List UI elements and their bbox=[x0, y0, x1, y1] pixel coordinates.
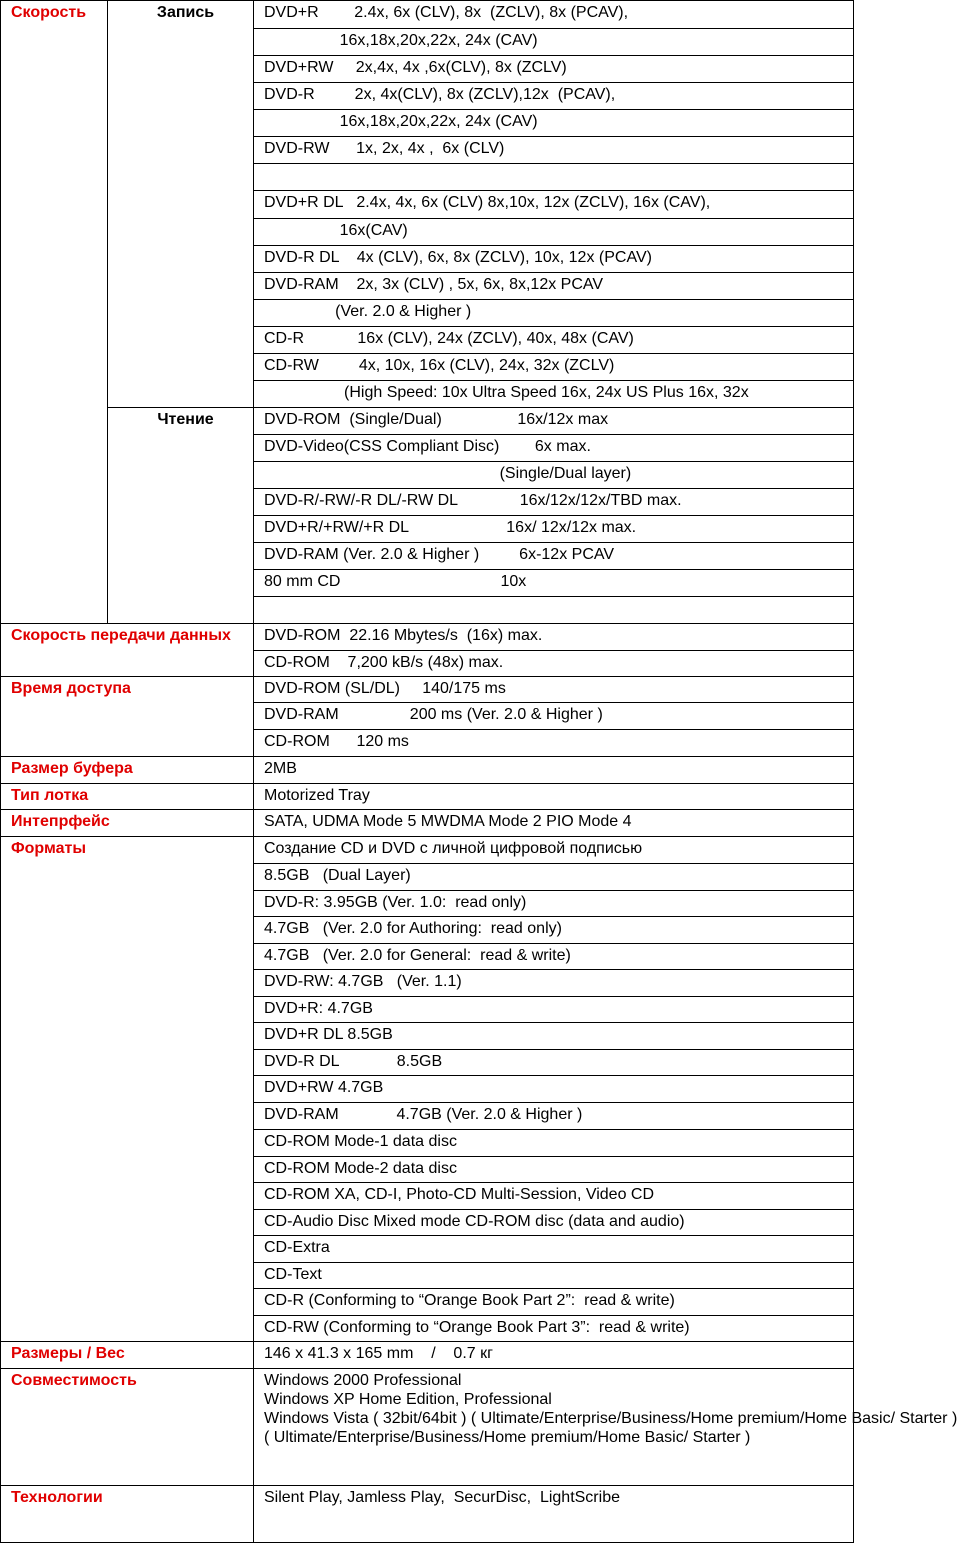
spec-value: DVD+RW 4.7GB bbox=[254, 1076, 854, 1103]
spec-value: DVD-RAM 2x, 3x (CLV) , 5x, 6x, 8x,12x PCAV bbox=[254, 273, 854, 300]
spec-value: DVD-RW 1x, 2x, 4x , 6x (CLV) bbox=[254, 137, 854, 164]
section-label-buffer: Размер буфера bbox=[1, 757, 254, 784]
subsection-label-write: Запись bbox=[108, 1, 254, 408]
table-row bbox=[1, 1486, 854, 1543]
spec-table-body bbox=[1, 1, 957, 1543]
section-label-compat: Совместимость bbox=[1, 1369, 254, 1486]
table-row bbox=[1, 1, 854, 29]
spec-value: DVD-ROM (Single/Dual) 16x/12x max bbox=[254, 408, 854, 435]
spec-value: 16x,18x,20x,22x, 24x (CAV) bbox=[254, 29, 854, 56]
spec-value: CD-Audio Disc Mixed mode CD-ROM disc (data and audio) bbox=[254, 1210, 854, 1236]
table-row bbox=[1, 1342, 854, 1369]
table-row bbox=[1, 1369, 854, 1486]
spec-value: DVD-RAM (Ver. 2.0 & Higher ) 6x-12x PCAV bbox=[254, 543, 854, 570]
section-label-interface: Интепрфейс bbox=[1, 810, 254, 837]
section-label-formats: Форматы bbox=[1, 837, 254, 1342]
table-row bbox=[1, 677, 854, 703]
spec-value: 4.7GB (Ver. 2.0 for General: read & write) bbox=[254, 944, 854, 970]
spec-value: 80 mm CD 10x bbox=[254, 570, 854, 597]
table-row bbox=[1, 757, 854, 784]
spec-value: 16x,18x,20x,22x, 24x (CAV) bbox=[254, 110, 854, 137]
spec-value: CD-ROM 7,200 kB/s (48x) max. bbox=[254, 651, 854, 677]
spec-value: 2MB bbox=[254, 757, 854, 784]
spec-value: (Ver. 2.0 & Higher ) bbox=[254, 300, 854, 327]
table-row bbox=[1, 408, 854, 435]
spec-value: CD-Extra bbox=[254, 1236, 854, 1263]
spec-value: CD-R (Conforming to “Orange Book Part 2”: read & write) bbox=[254, 1289, 854, 1316]
spec-value: CD-Text bbox=[254, 1263, 854, 1289]
spec-value: CD-ROM XA, CD-I, Photo-CD Multi-Session, Video CD bbox=[254, 1183, 854, 1210]
spec-value: DVD-R 2x, 4x(CLV), 8x (ZCLV),12x (PCAV), bbox=[254, 83, 854, 110]
spec-value: DVD-R/-RW/-R DL/-RW DL 16x/12x/12x/TBD max. bbox=[254, 489, 854, 516]
spec-value: 8.5GB (Dual Layer) bbox=[254, 864, 854, 891]
spec-value: Motorized Tray bbox=[254, 784, 854, 810]
spec-value: DVD-R: 3.95GB (Ver. 1.0: read only) bbox=[254, 891, 854, 917]
spec-value: CD-RW 4x, 10x, 16x (CLV), 24x, 32x (ZCLV) bbox=[254, 354, 854, 381]
spec-value: 16x(CAV) bbox=[254, 219, 854, 246]
spec-value: DVD-ROM (SL/DL) 140/175 ms bbox=[254, 677, 854, 703]
section-label-speed: Скорость bbox=[1, 1, 108, 624]
spec-value: Создание CD и DVD с личной цифровой подписью bbox=[254, 837, 854, 864]
table-row bbox=[1, 837, 854, 864]
spec-value: DVD+R: 4.7GB bbox=[254, 997, 854, 1023]
spec-value: (Single/Dual layer) bbox=[254, 462, 854, 489]
table-row bbox=[1, 784, 854, 810]
section-label-tray: Тип лотка bbox=[1, 784, 254, 810]
spec-value bbox=[254, 164, 854, 191]
spec-value: CD-R 16x (CLV), 24x (ZCLV), 40x, 48x (CAV) bbox=[254, 327, 854, 354]
section-label-dimensions: Размеры / Вес bbox=[1, 1342, 254, 1369]
table-row bbox=[1, 810, 854, 837]
spec-value: DVD-Video(CSS Compliant Disc) 6x max. bbox=[254, 435, 854, 462]
spec-value: DVD-R DL 4x (CLV), 6x, 8x (ZCLV), 10x, 12x (PCAV) bbox=[254, 246, 854, 273]
spec-value: Windows 2000 Professional Windows XP Home Edition, Professional Windows Vista ( 32bit/64bit ) ( Ultimate/Enterprise/Business/Home premium/Home Basic/ Starter ) ( Ultimate/Enterprise/Business/Home premium/Home Basic/ Starter ) bbox=[254, 1369, 854, 1486]
spec-value: 4.7GB (Ver. 2.0 for Authoring: read only) bbox=[254, 917, 854, 944]
spec-value: DVD+R 2.4x, 6x (CLV), 8x (ZCLV), 8x (PCAV), bbox=[254, 1, 854, 29]
section-label-access: Время доступа bbox=[1, 677, 254, 757]
spec-value: DVD+R DL 2.4x, 4x, 6x (CLV) 8x,10x, 12x (ZCLV), 16x (CAV), bbox=[254, 191, 854, 219]
spec-value: DVD+R/+RW/+R DL 16x/ 12x/12x max. bbox=[254, 516, 854, 543]
table-row bbox=[1, 624, 854, 651]
spec-value: DVD-ROM 22.16 Mbytes/s (16x) max. bbox=[254, 624, 854, 651]
spec-value: DVD-R DL 8.5GB bbox=[254, 1050, 854, 1076]
spec-value: DVD-RAM 4.7GB (Ver. 2.0 & Higher ) bbox=[254, 1103, 854, 1130]
section-label-tech: Технологии bbox=[1, 1486, 254, 1543]
spec-value: SATA, UDMA Mode 5 MWDMA Mode 2 PIO Mode 4 bbox=[254, 810, 854, 837]
spec-value: CD-ROM Mode-2 data disc bbox=[254, 1157, 854, 1183]
spec-value: DVD-RAM 200 ms (Ver. 2.0 & Higher ) bbox=[254, 703, 854, 730]
spec-value bbox=[254, 597, 854, 624]
spec-value: DVD-RW: 4.7GB (Ver. 1.1) bbox=[254, 970, 854, 997]
spec-value: Silent Play, Jamless Play, SecurDisc, LightScribe bbox=[254, 1486, 854, 1543]
spec-value: DVD+RW 2x,4x, 4x ,6x(CLV), 8x (ZCLV) bbox=[254, 56, 854, 83]
subsection-label-read: Чтение bbox=[108, 408, 254, 624]
spec-value: 146 x 41.3 x 165 mm / 0.7 кг bbox=[254, 1342, 854, 1369]
spec-value: DVD+R DL 8.5GB bbox=[254, 1023, 854, 1050]
spec-value: CD-ROM Mode-1 data disc bbox=[254, 1130, 854, 1157]
spec-value: (High Speed: 10x Ultra Speed 16x, 24x US Plus 16x, 32x bbox=[254, 381, 854, 408]
spec-value: CD-RW (Conforming to “Orange Book Part 3”: read & write) bbox=[254, 1316, 854, 1342]
spec-value: CD-ROM 120 ms bbox=[254, 730, 854, 757]
section-label-transfer: Скорость передачи данных bbox=[1, 624, 254, 677]
